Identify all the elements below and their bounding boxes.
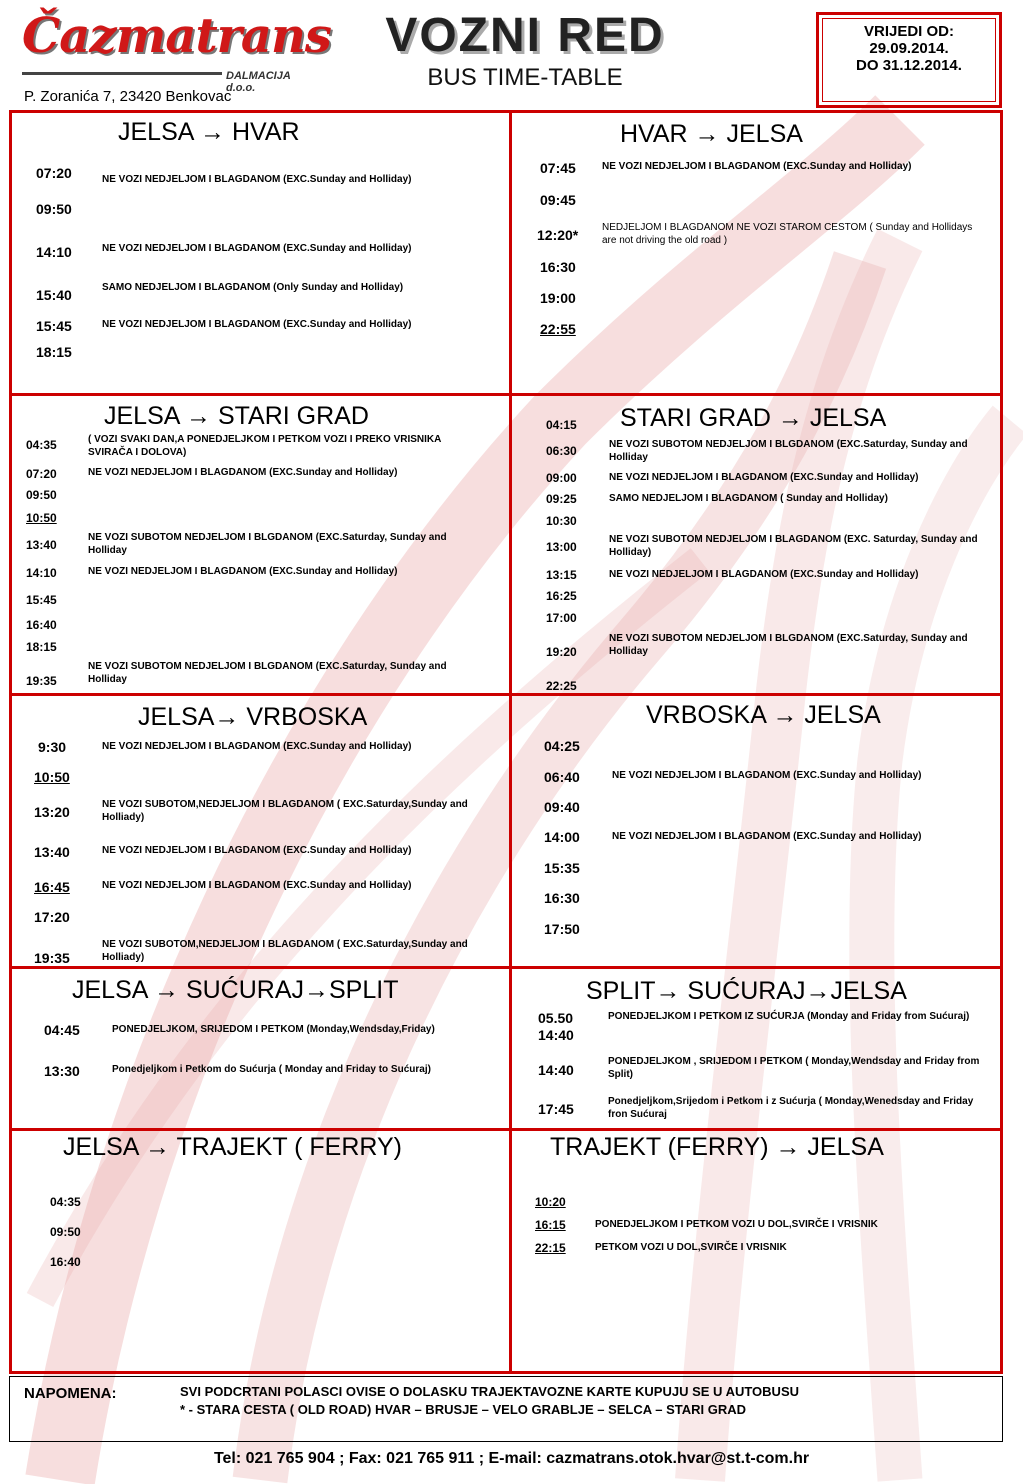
departure-note: NE VOZI NEDJELJOM I BLAGDANOM (EXC.Sunday and Holliday) [102, 741, 412, 752]
departure-time: 07:20 [36, 165, 72, 181]
section-divider [9, 693, 1003, 696]
departure-time: 04:25 [544, 738, 580, 754]
route-title-ferry-jelsa: TRAJEKT (FERRY) → JELSA [550, 1133, 884, 1161]
departure-note: NE VOZI NEDJELJOM I BLAGDANOM (EXC.Sunday and Holliday) [609, 472, 919, 483]
departure-time: 14:40 [538, 1027, 574, 1043]
valid-to: DO 31.12.2014. [856, 57, 962, 74]
departure-time: 14:10 [26, 566, 57, 580]
section-divider [9, 393, 1003, 396]
departure-time: 16:40 [26, 618, 57, 632]
departure-time: 19:35 [26, 674, 57, 688]
departure-time: 04:35 [26, 438, 57, 452]
logo-text: Čazmatrans [22, 8, 331, 64]
departure-note: NE VOZI SUBOTOM NEDJELJOM I BLGDANOM (EXC.Saturday, Sunday and Holliday [88, 532, 447, 556]
route-title-split-jelsa: SPLIT→ SUĆURAJ→JELSA [586, 977, 907, 1005]
departure-time: 09:25 [546, 492, 577, 506]
notes-text [180, 1383, 799, 1419]
departure-time: 14:00 [544, 829, 580, 845]
route-title-starigrad-jelsa: STARI GRAD → JELSA [620, 404, 887, 432]
departure-time: 9:30 [38, 739, 67, 755]
departure-time: 13:30 [44, 1063, 80, 1079]
departure-time: 16:40 [50, 1255, 81, 1269]
route-title-jelsa-split: JELSA → SUĆURAJ→SPLIT [72, 976, 399, 1004]
departure-time: 22:25 [546, 679, 577, 693]
departure-note: PONEDJELJKOM , SRIJEDOM I PETKOM ( Monday,Wendsday and Friday from Split) [608, 1056, 980, 1080]
departure-note: Ponedjeljkom i Petkom do Sućurja ( Monday and Friday to Sućuraj) [112, 1064, 431, 1075]
departure-time: 06:40 [544, 769, 580, 785]
valid-label: VRIJEDI OD: [863, 23, 954, 40]
departure-note: NE VOZI NEDJELJOM I BLAGDANOM (EXC.Sunday and Holliday) [88, 467, 398, 478]
departure-time: 13:00 [546, 540, 577, 554]
logo-underline [22, 72, 222, 75]
departure-note: NE VOZI NEDJELJOM I BLAGDANOM (EXC.Sunday and Holliday) [602, 161, 912, 172]
departure-note: NE VOZI NEDJELJOM I BLAGDANOM (EXC.Sunday and Holliday) [102, 319, 412, 330]
departure-note: NE VOZI NEDJELJOM I BLAGDANOM (EXC.Sunday and Holliday) [88, 566, 398, 577]
departure-note: Ponedjeljkom,Srijedom i Petkom i z Sućurja ( Monday,Wenedsday and Friday fron Sućuraj [608, 1096, 974, 1120]
departure-note: PONEDJELJKOM, SRIJEDOM I PETKOM (Monday,Wendsday,Friday) [112, 1024, 435, 1035]
departure-time-ferry: 16:15 [535, 1218, 566, 1232]
departure-time: 13:40 [34, 844, 70, 860]
departure-note: SAMO NEDJELJOM I BLAGDANOM (Only Sunday and Holliday) [102, 282, 404, 293]
departure-time: 04:45 [44, 1022, 80, 1038]
departure-note: NE VOZI NEDJELJOM I BLAGDANOM (EXC.Sunday and Holliday) [612, 770, 922, 781]
departure-time: 15:45 [26, 593, 57, 607]
departure-time-ferry: 22:55 [540, 321, 576, 337]
departure-time: 09:50 [50, 1225, 81, 1239]
departure-time: 19:00 [540, 290, 576, 306]
route-title-jelsa-ferry: JELSA → TRAJEKT ( FERRY) [63, 1133, 402, 1161]
departure-time-ferry: 22:15 [535, 1241, 566, 1255]
note-old-road: * - STARA CESTA ( OLD ROAD) HVAR – BRUSJE – VELO GRABLJE – SELCA – STARI GRAD [180, 1402, 747, 1417]
route-title-jelsa-starigrad: JELSA → STARI GRAD [104, 402, 369, 430]
departure-note: NE VOZI SUBOTOM NEDJELJOM I BLGDANOM (EXC.Saturday, Sunday and Holliday [609, 439, 968, 463]
departure-note: NE VOZI SUBOTOM NEDJELJOM I BLGDANOM (EXC.Saturday, Sunday and Holliday [88, 661, 447, 685]
departure-note: SAMO NEDJELJOM I BLAGDANOM ( Sunday and Holliday) [609, 493, 888, 504]
departure-note: NE VOZI NEDJELJOM I BLAGDANOM (EXC.Sunday and Holliday) [102, 880, 412, 891]
departure-note: NE VOZI SUBOTOM NEDJELJOM I BLAGDANOM (EXC. Saturday, Sunday and Holliday) [609, 534, 978, 558]
departure-note: NE VOZI NEDJELJOM I BLAGDANOM (EXC.Sunday and Holliday) [102, 845, 412, 856]
departure-time: 18:15 [26, 640, 57, 654]
departure-note: NE VOZI NEDJELJOM I BLAGDANOM (EXC.Sunday and Holliday) [612, 831, 922, 842]
departure-time: 16:30 [544, 890, 580, 906]
departure-note: PETKOM VOZI U DOL,SVIRČE I VRISNIK [595, 1242, 787, 1253]
section-divider [9, 1128, 1003, 1131]
company-logo [22, 6, 331, 94]
departure-time: 09:50 [36, 201, 72, 217]
departure-time: 07:45 [540, 160, 576, 176]
departure-time: 15:40 [36, 287, 72, 303]
departure-time: 15:35 [544, 860, 580, 876]
departure-time: 10:30 [546, 514, 577, 528]
departure-time: 14:40 [538, 1062, 574, 1078]
departure-time: 17:20 [34, 909, 70, 925]
departure-time: 15:45 [36, 318, 72, 334]
company-address: P. Zoranića 7, 23420 Benkovac [24, 88, 232, 105]
departure-time: 07:20 [26, 467, 57, 481]
page-subtitle: BUS TIME-TABLE [427, 64, 623, 91]
departure-time-ferry: 10:50 [26, 511, 57, 525]
departure-note: ( VOZI SVAKI DAN,A PONEDJELJKOM I PETKOM VOZI I PREKO VRISNIKA SVIRAČA I DOLOVA) [88, 434, 441, 458]
departure-time: 09:00 [546, 471, 577, 485]
departure-time: 13:15 [546, 568, 577, 582]
notes-label: NAPOMENA: [24, 1385, 117, 1402]
notes-box [9, 1376, 1003, 1442]
departure-note: PONEDJELJKOM I PETKOM VOZI U DOL,SVIRČE I VRISNIK [595, 1219, 878, 1230]
column-divider [509, 110, 512, 1374]
departure-note: NE VOZI SUBOTOM,NEDJELJOM I BLAGDANOM ( EXC.Saturday,Sunday and Holliady) [102, 939, 468, 963]
departure-time: 09:40 [544, 799, 580, 815]
departure-time: 04:35 [50, 1195, 81, 1209]
route-title-vrboska-jelsa: VRBOSKA → JELSA [646, 701, 881, 729]
departure-note: NE VOZI SUBOTOM NEDJELJOM I BLGDANOM (EXC.Saturday, Sunday and Holliday [609, 633, 968, 657]
departure-time: 13:40 [26, 538, 57, 552]
page-title: VOZNI RED [385, 9, 665, 62]
departure-time-ferry: 10:50 [34, 769, 70, 785]
departure-note: NE VOZI NEDJELJOM I BLAGDANOM (EXC.Sunday and Holliday) [609, 569, 919, 580]
departure-time: 16:25 [546, 589, 577, 603]
logo-subtitle: DALMACIJA d.o.o. [226, 70, 291, 94]
departure-time: 14:10 [36, 244, 72, 260]
departure-time: 17:00 [546, 611, 577, 625]
departure-time: 06:30 [546, 444, 577, 458]
note-underlined-departures: SVI PODCRTANI POLASCI OVISE O DOLASKU TRAJEKTAVOZNE KARTE KUPUJU SE U AUTOBUSU [180, 1384, 799, 1399]
departure-time: 04:15 [546, 418, 577, 432]
departure-time: 13:20 [34, 804, 70, 820]
departure-note: PONEDJELJKOM I PETKOM IZ SUĆURJA (Monday and Friday from Sućuraj) [608, 1011, 970, 1022]
route-title-jelsa-hvar: JELSA → HVAR [118, 118, 300, 146]
departure-time: 16:30 [540, 259, 576, 275]
section-divider [9, 966, 1003, 969]
departure-note: NE VOZI NEDJELJOM I BLAGDANOM (EXC.Sunday and Holliday) [102, 243, 412, 254]
departure-time: 09:50 [26, 488, 57, 502]
departure-time: 17:50 [544, 921, 580, 937]
departure-time: 09:45 [540, 192, 576, 208]
departure-time: 19:35 [34, 950, 70, 966]
route-title-hvar-jelsa: HVAR → JELSA [620, 120, 803, 148]
departure-time: 17:45 [538, 1101, 574, 1117]
validity-box [816, 12, 1002, 108]
departure-time-ferry: 16:45 [34, 879, 70, 895]
contact-info: Tel: 021 765 904 ; Fax: 021 765 911 ; E-mail: cazmatrans.otok.hvar@st.t-com.hr [213, 1450, 810, 1467]
route-title-jelsa-vrboska: JELSA→ VRBOSKA [138, 703, 368, 731]
departure-note: NE VOZI NEDJELJOM I BLAGDANOM (EXC.Sunday and Holliday) [102, 174, 412, 185]
valid-from: 29.09.2014. [869, 40, 949, 57]
departure-time: 19:20 [546, 645, 577, 659]
departure-time-ferry: 10:20 [535, 1195, 566, 1209]
departure-time: 12:20* [537, 227, 579, 243]
departure-time: 05.50 [538, 1010, 574, 1026]
departure-note: NE VOZI SUBOTOM,NEDJELJOM I BLAGDANOM ( EXC.Saturday,Sunday and Holliady) [102, 799, 468, 823]
departure-time: 18:15 [36, 344, 72, 360]
departure-note: NEDJELJOM I BLAGDANOM NE VOZI STAROM CESTOM ( Sunday and Hollidays are not driving the old road ) [602, 222, 973, 246]
